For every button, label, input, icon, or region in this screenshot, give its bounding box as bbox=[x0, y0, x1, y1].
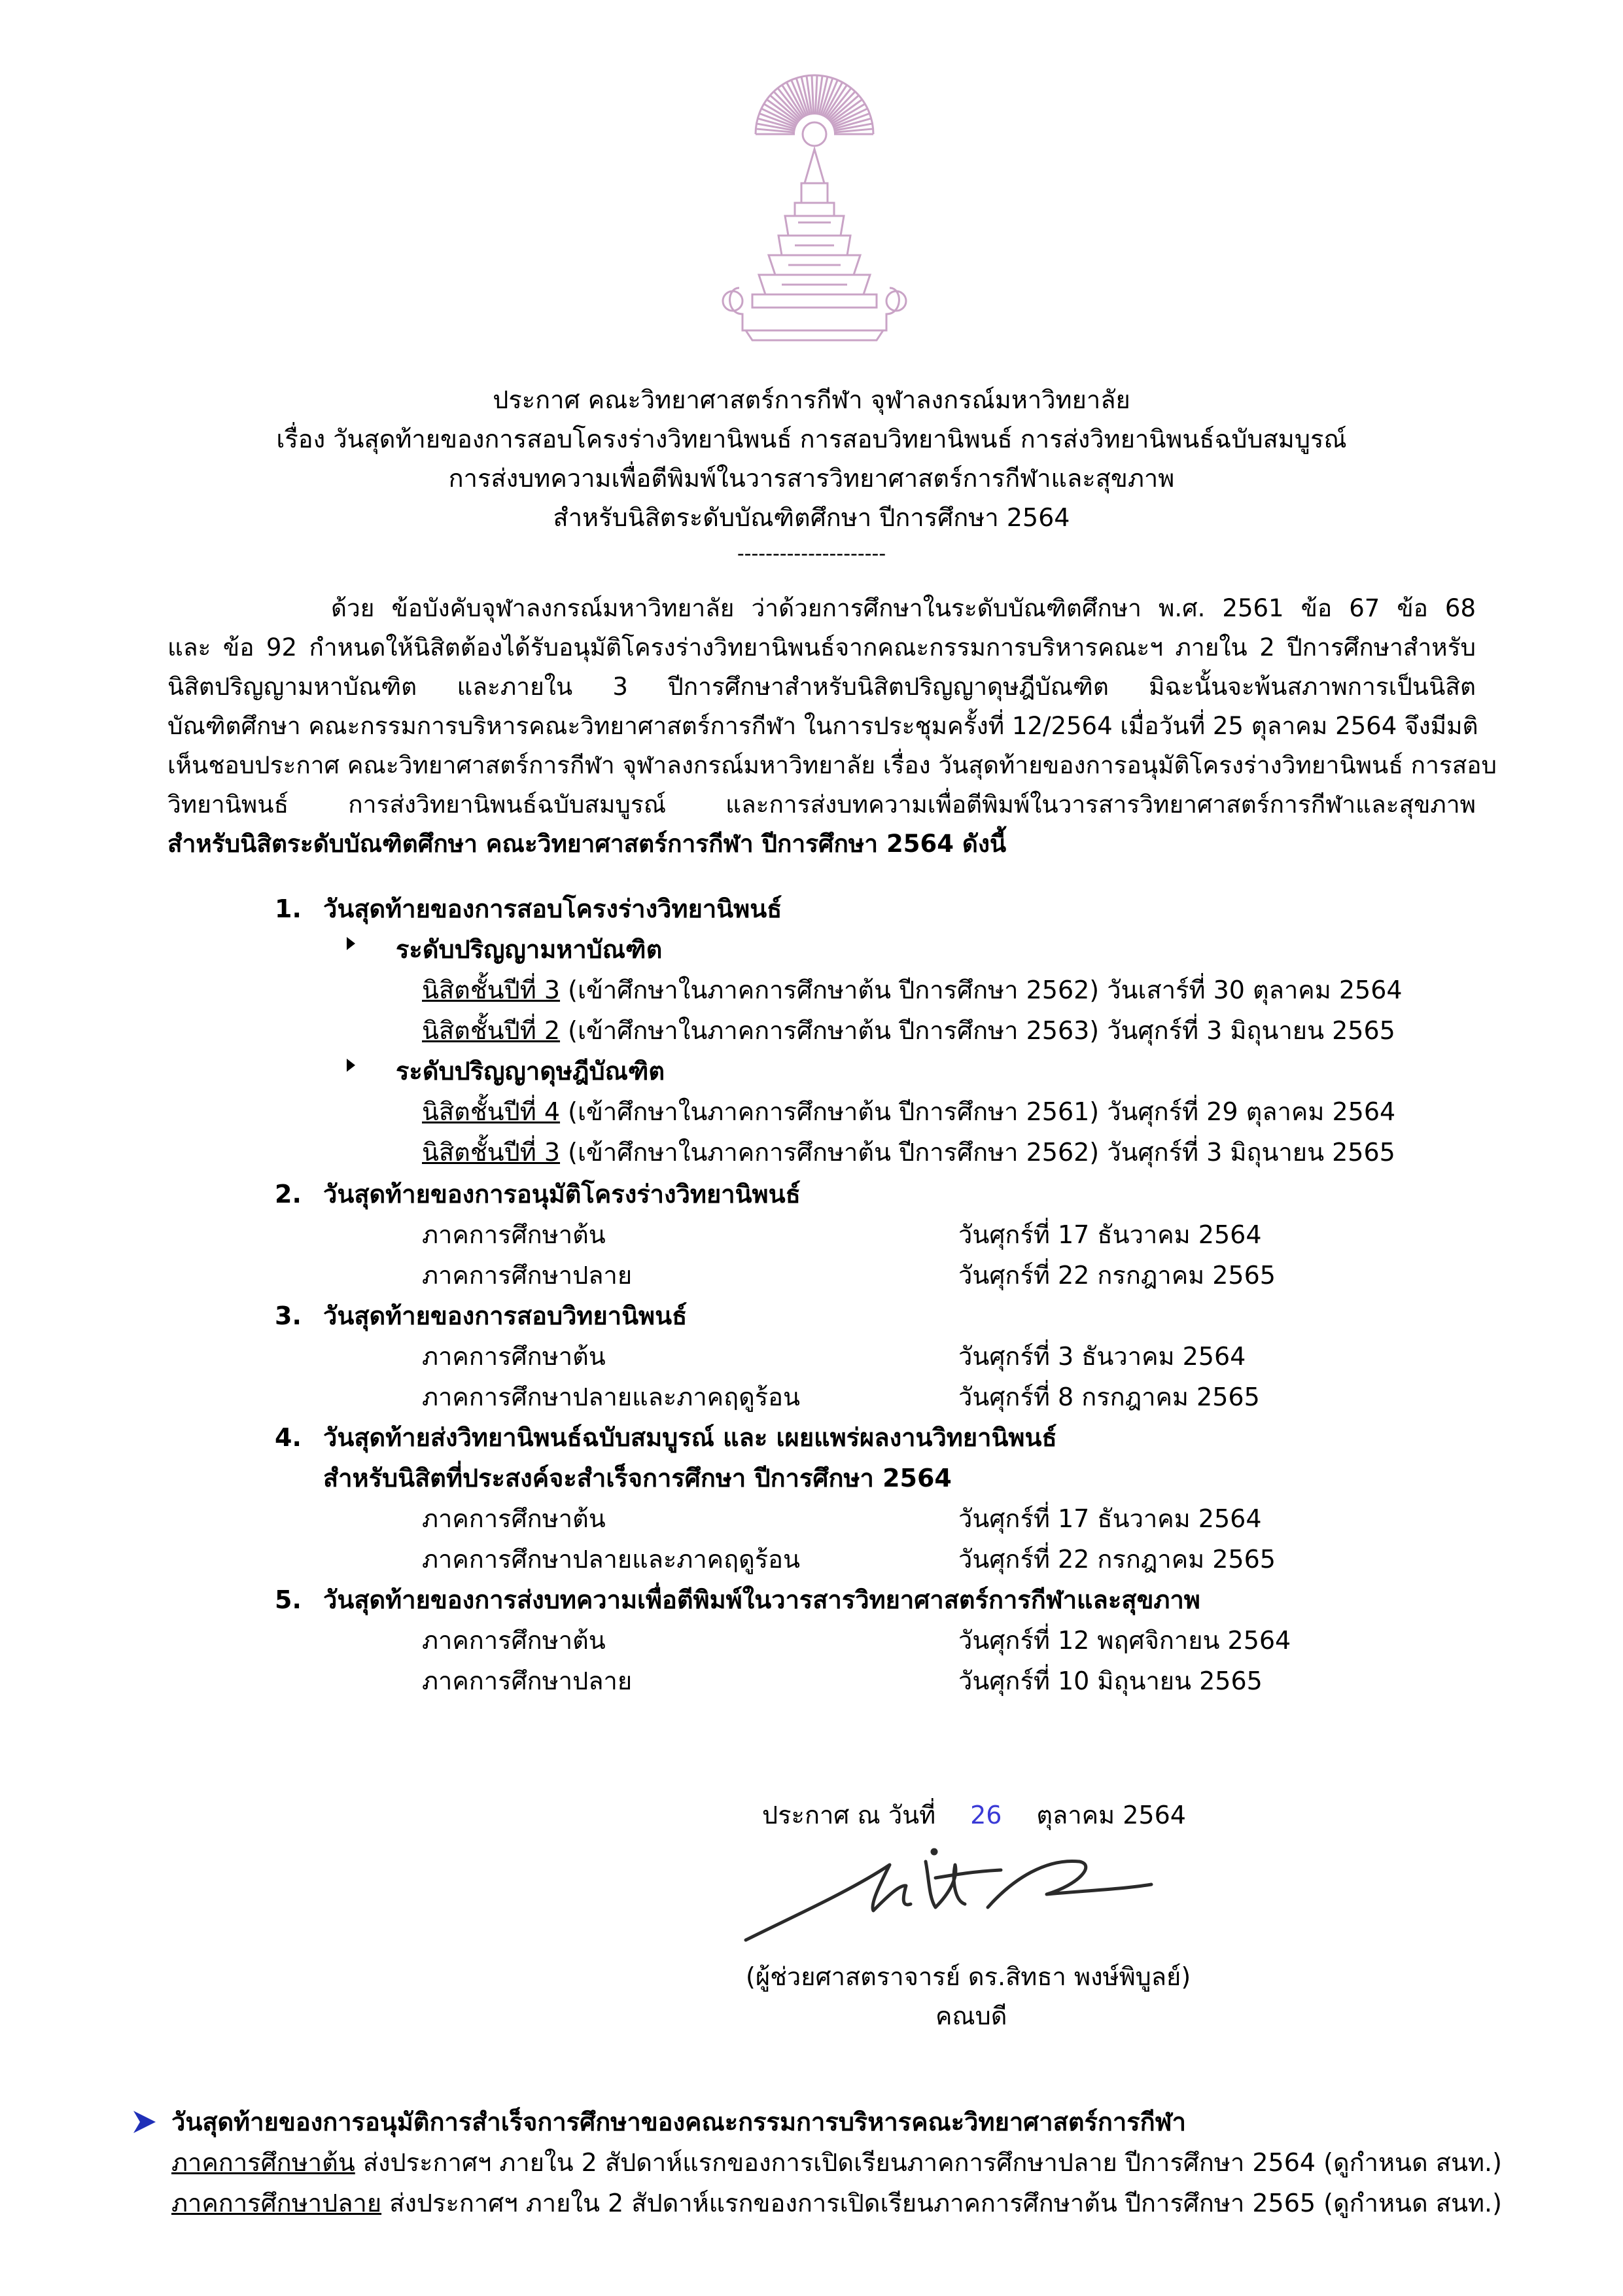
announce-day: 26 bbox=[970, 1801, 1002, 1829]
subject-line: เรื่อง วันสุดท้ายของการสอบโครงร่างวิทยานิพนธ์ การสอบวิทยานิพนธ์ การส่งวิทยานิพนธ์ฉบับสมบูรณ์ bbox=[276, 425, 1347, 453]
master-row-1 bbox=[422, 978, 1403, 1002]
deadline-date: วันศุกร์ที่ 12 พฤศจิกายน 2564 bbox=[958, 1626, 1291, 1655]
year-label: นิสิตชั้นปีที่ 4 bbox=[422, 1097, 561, 1126]
intro-bold-line: สำหรับนิสิตระดับบัณฑิตศึกษา คณะวิทยาศาสตร์การกีฬา ปีการศึกษา 2564 ดังนี้ bbox=[167, 830, 1007, 858]
deadline-date: วันศุกร์ที่ 10 มิถุนายน 2565 bbox=[958, 1667, 1263, 1695]
deadline-date: วันศุกร์ที่ 17 ธันวาคม 2564 bbox=[958, 1504, 1262, 1533]
row-detail: (เข้าศึกษาในภาคการศึกษาต้น ปีการศึกษา 2562) วันเสาร์ที่ 30 ตุลาคม 2564 bbox=[560, 976, 1403, 1004]
footer-row-text: ส่งประกาศฯ ภายใน 2 สัปดาห์แรกของการเปิดเรียนภาคการศึกษาต้น ปีการศึกษา 2565 (ดูกำหนด สนท.) bbox=[381, 2189, 1502, 2217]
deadline-date: วันศุกร์ที่ 22 กรกฎาคม 2565 bbox=[958, 1545, 1276, 1574]
section-1-title: วันสุดท้ายของการสอบโครงร่างวิทยานิพนธ์ bbox=[323, 894, 782, 923]
footer-row-2 bbox=[171, 2191, 1502, 2216]
term-label: ภาคการศึกษาปลายและภาคฤดูร้อน bbox=[422, 1383, 800, 1411]
term-label: ภาคการศึกษาปลายและภาคฤดูร้อน bbox=[422, 1545, 800, 1574]
row-detail: (เข้าศึกษาในภาคการศึกษาต้น ปีการศึกษา 2563) วันศุกร์ที่ 3 มิถุนายน 2565 bbox=[560, 1016, 1395, 1045]
term-label: ภาคการศึกษาต้น bbox=[422, 1504, 606, 1533]
announce-month-year: ตุลาคม 2564 bbox=[1036, 1801, 1186, 1829]
term-label: ภาคการศึกษาต้น bbox=[422, 1342, 606, 1371]
intro-line: วิทยานิพนธ์ การส่งวิทยานิพนธ์ฉบับสมบูรณ์ และการส่งบทความเพื่อตีพิมพ์ในวารสารวิทยาศาสตร์การกีฬาและสุขภาพ bbox=[167, 790, 1476, 819]
year-label: นิสิตชั้นปีที่ 3 bbox=[422, 976, 561, 1004]
row-detail: (เข้าศึกษาในภาคการศึกษาต้น ปีการศึกษา 2562) วันศุกร์ที่ 3 มิถุนายน 2565 bbox=[560, 1138, 1395, 1167]
intro-line: นิสิตปริญญามหาบัณฑิต และภายใน 3 ปีการศึกษาสำหรับนิสิตปริญญาดุษฎีบัณฑิต มิฉะนั้นจะพ้นสภาพการเป็นนิสิต bbox=[167, 673, 1476, 701]
doctor-heading: ระดับปริญญาดุษฎีบัณฑิต bbox=[396, 1057, 665, 1086]
university-seal-icon bbox=[720, 72, 909, 347]
footer-row-1 bbox=[171, 2150, 1502, 2175]
intro-line: เห็นชอบประกาศ คณะวิทยาศาสตร์การกีฬา จุฬาลงกรณ์มหาวิทยาลัย เรื่อง วันสุดท้ายของการอนุมัติโครงร่างวิทยานิพนธ์ การสอบ bbox=[167, 751, 1497, 779]
intro-paragraph bbox=[167, 589, 1497, 864]
deadline-date: วันศุกร์ที่ 8 กรกฎาคม 2565 bbox=[958, 1383, 1260, 1411]
announcement-title: ประกาศ คณะวิทยาศาสตร์การกีฬา จุฬาลงกรณ์มหาวิทยาลัย bbox=[493, 385, 1130, 414]
arrow-bullet-icon bbox=[131, 2108, 158, 2136]
row-detail: (เข้าศึกษาในภาคการศึกษาต้น ปีการศึกษา 2561) วันศุกร์ที่ 29 ตุลาคม 2564 bbox=[560, 1097, 1396, 1126]
section-3-number: 3. bbox=[275, 1301, 302, 1330]
dean-name: (ผู้ช่วยศาสตราจารย์ ดร.สิทธา พงษ์พิบูลย์) bbox=[746, 1962, 1191, 1991]
section-3-title: วันสุดท้ายของการสอบวิทยานิพนธ์ bbox=[323, 1301, 688, 1330]
section-2-title: วันสุดท้ายของการอนุมัติโครงร่างวิทยานิพนธ์ bbox=[323, 1180, 801, 1209]
doctor-row-1 bbox=[422, 1099, 1395, 1124]
footer-term-label: ภาคการศึกษาปลาย bbox=[171, 2189, 382, 2217]
term-label: ภาคการศึกษาต้น bbox=[422, 1626, 606, 1655]
section-5-number: 5. bbox=[275, 1585, 302, 1614]
dean-position: คณบดี bbox=[935, 2002, 1007, 2030]
section-4-title: วันสุดท้ายส่งวิทยานิพนธ์ฉบับสมบูรณ์ และ เผยแพร่ผลงานวิทยานิพนธ์ bbox=[323, 1423, 1057, 1452]
deadline-date: วันศุกร์ที่ 17 ธันวาคม 2564 bbox=[958, 1220, 1262, 1249]
subject-line-2: การส่งบทความเพื่อตีพิมพ์ในวารสารวิทยาศาสตร์การกีฬาและสุขภาพ bbox=[448, 464, 1175, 493]
section-4-title-2: สำหรับนิสิตที่ประสงค์จะสำเร็จการศึกษา ปีการศึกษา 2564 bbox=[323, 1464, 952, 1492]
section-5-title: วันสุดท้ายของการส่งบทความเพื่อตีพิมพ์ในวารสารวิทยาศาสตร์การกีฬาและสุขภาพ bbox=[323, 1585, 1200, 1614]
divider: --------------------- bbox=[737, 542, 886, 565]
announce-prefix: ประกาศ ณ วันที่ bbox=[762, 1801, 936, 1829]
section-1-number: 1. bbox=[275, 894, 302, 923]
footer-term-label: ภาคการศึกษาต้น bbox=[171, 2148, 355, 2177]
deadline-date: วันศุกร์ที่ 3 ธันวาคม 2564 bbox=[958, 1342, 1246, 1371]
bullet-arrow-icon bbox=[347, 937, 355, 950]
intro-line: บัณฑิตศึกษา คณะกรรมการบริหารคณะวิทยาศาสตร์การกีฬา ในการประชุมครั้งที่ 12/2564 เมื่อวันที่ 25 ตุลาคม 2564 จึงมีมติ bbox=[167, 712, 1478, 740]
term-label: ภาคการศึกษาปลาย bbox=[422, 1667, 633, 1695]
announce-date bbox=[762, 1803, 1186, 1828]
term-label: ภาคการศึกษาต้น bbox=[422, 1220, 606, 1249]
doctor-row-2 bbox=[422, 1140, 1395, 1165]
intro-line: และ ข้อ 92 กำหนดให้นิสิตต้องได้รับอนุมัติโครงร่างวิทยานิพนธ์จากคณะกรรมการบริหารคณะฯ ภายใน 2 ปีการศึกษาสำหรับ bbox=[167, 633, 1476, 662]
term-label: ภาคการศึกษาปลาย bbox=[422, 1261, 633, 1290]
footer-title: วันสุดท้ายของการอนุมัติการสำเร็จการศึกษาของคณะกรรมการบริหารคณะวิทยาศาสตร์การกีฬา bbox=[171, 2108, 1186, 2136]
subject-line-3: สำหรับนิสิตระดับบัณฑิตศึกษา ปีการศึกษา 2564 bbox=[553, 503, 1070, 532]
section-2-number: 2. bbox=[275, 1180, 302, 1209]
intro-line: ด้วย ข้อบังคับจุฬาลงกรณ์มหาวิทยาลัย ว่าด้วยการศึกษาในระดับบัณฑิตศึกษา พ.ศ. 2561 ข้อ 67 ข้อ 68 bbox=[331, 594, 1476, 622]
deadline-date: วันศุกร์ที่ 22 กรกฎาคม 2565 bbox=[958, 1261, 1276, 1290]
footer-row-text: ส่งประกาศฯ ภายใน 2 สัปดาห์แรกของการเปิดเรียนภาคการศึกษาปลาย ปีการศึกษา 2564 (ดูกำหนด สนท.) bbox=[355, 2148, 1502, 2177]
dean-signature bbox=[739, 1839, 1158, 1950]
year-label: นิสิตชั้นปีที่ 2 bbox=[422, 1016, 561, 1045]
year-label: นิสิตชั้นปีที่ 3 bbox=[422, 1138, 561, 1167]
master-row-2 bbox=[422, 1018, 1395, 1043]
section-4-number: 4. bbox=[275, 1423, 302, 1452]
master-heading: ระดับปริญญามหาบัณฑิต bbox=[396, 935, 663, 964]
bullet-arrow-icon bbox=[347, 1059, 355, 1072]
